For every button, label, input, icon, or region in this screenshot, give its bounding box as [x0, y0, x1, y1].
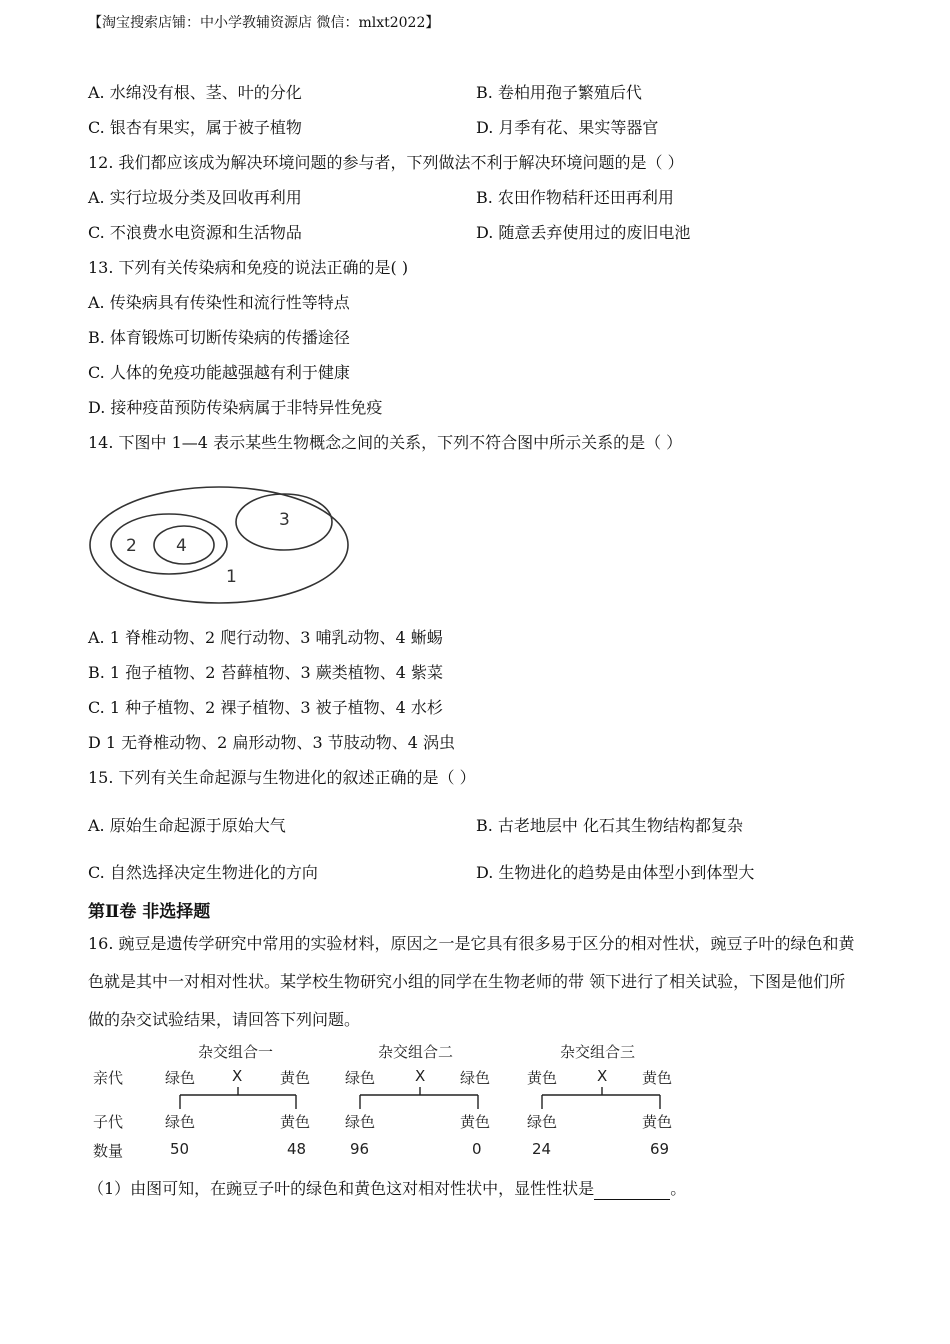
row-label-count: 数量 — [93, 1142, 124, 1160]
q13-option-c: C. 人体的免疫功能越强越有利于健康 — [88, 363, 350, 382]
q15-option-d: D. 生物进化的趋势是由体型小到体型大 — [476, 863, 755, 882]
q13-option-d: D. 接种疫苗预防传染病属于非特异性免疫 — [88, 398, 383, 417]
q16-sub1-end: 。 — [670, 1179, 687, 1198]
parent-right: 黄色 — [280, 1069, 311, 1087]
parent-right: 黄色 — [642, 1069, 673, 1087]
concept-relationship-diagram — [86, 482, 356, 610]
count-left: 96 — [350, 1140, 370, 1158]
parent-left: 黄色 — [527, 1069, 558, 1087]
label-2: 2 — [126, 536, 137, 556]
parent-left: 绿色 — [165, 1069, 196, 1087]
q16-sub1-text: （1）由图可知，在豌豆子叶的绿色和黄色这对相对性状中，显性性状是 — [88, 1179, 595, 1198]
q15-option-a: A. 原始生命起源于原始大气 — [88, 816, 286, 835]
section-title: 第Ⅱ卷 非选择题 — [88, 902, 211, 922]
cross-symbol: X — [232, 1067, 243, 1085]
q16-stem: 16. 豌豆是遗传学研究中常用的实验材料，原因之一是它具有很多易于区分的相对性状，豌豆子叶的绿色和黄色就是其中一对相对性状。某学校生物研究小组的同学在生物老师的带 领下进行了相关试验，下图是他们所做的杂交试验结果，请回答下列问题。 — [88, 934, 855, 1029]
q14-option-d: D 1 无脊椎动物、2 扁形动物、3 节肢动物、4 涡虫 — [88, 733, 455, 752]
q12-option-d: D. 随意丢弃使用过的废旧电池 — [476, 223, 691, 242]
cross-bracket — [170, 1087, 310, 1111]
q14-stem: 14. 下图中 1—4 表示某些生物概念之间的关系，下列不符合图中所示关系的是（ ） — [88, 433, 683, 452]
child-right: 黄色 — [280, 1113, 311, 1131]
q14-option-c: C. 1 种子植物、2 裸子植物、3 被子植物、4 水杉 — [88, 698, 443, 717]
q12-option-a: A. 实行垃圾分类及回收再利用 — [88, 188, 302, 207]
q15-option-b: B. 古老地层中 化石其生物结构都复杂 — [476, 816, 744, 835]
parent-right: 绿色 — [460, 1069, 491, 1087]
q11-option-b: B. 卷柏用孢子繁殖后代 — [476, 83, 642, 102]
group-title: 杂交组合三 — [560, 1043, 636, 1061]
group-title: 杂交组合一 — [198, 1043, 274, 1061]
cross-symbol: X — [415, 1067, 426, 1085]
child-right: 黄色 — [460, 1113, 491, 1131]
cross-bracket — [532, 1087, 672, 1111]
q12-option-c: C. 不浪费水电资源和生活物品 — [88, 223, 302, 242]
answer-blank[interactable] — [594, 1181, 670, 1200]
label-1: 1 — [226, 567, 237, 587]
row-label-child: 子代 — [93, 1113, 124, 1131]
count-left: 24 — [532, 1140, 552, 1158]
count-right: 0 — [472, 1140, 482, 1158]
count-right: 69 — [650, 1140, 670, 1158]
q14-option-a: A. 1 脊椎动物、2 爬行动物、3 哺乳动物、4 蜥蜴 — [88, 628, 443, 647]
cross-bracket — [350, 1087, 490, 1111]
row-label-parent: 亲代 — [93, 1069, 124, 1087]
q12-option-b: B. 农田作物秸秆还田再利用 — [476, 188, 674, 207]
child-left: 绿色 — [345, 1113, 376, 1131]
parent-left: 绿色 — [345, 1069, 376, 1087]
q15-option-c: C. 自然选择决定生物进化的方向 — [88, 863, 318, 882]
child-left: 绿色 — [165, 1113, 196, 1131]
q13-stem: 13. 下列有关传染病和免疫的说法正确的是( ) — [88, 258, 409, 277]
count-right: 48 — [287, 1140, 307, 1158]
group-title: 杂交组合二 — [378, 1043, 454, 1061]
label-3: 3 — [279, 510, 290, 530]
q11-option-c: C. 银杏有果实，属于被子植物 — [88, 118, 302, 137]
q13-option-b: B. 体育锻炼可切断传染病的传播途径 — [88, 328, 350, 347]
q16-sub1 — [88, 1178, 686, 1200]
q12-stem: 12. 我们都应该成为解决环境问题的参与者，下列做法不利于解决环境问题的是（ ） — [88, 153, 684, 172]
q15-stem: 15. 下列有关生命起源与生物进化的叙述正确的是（ ） — [88, 768, 476, 787]
q11-option-a: A. 水绵没有根、茎、叶的分化 — [88, 83, 302, 102]
page-header: 【淘宝搜索店铺：中小学教辅资源店 微信：mlxt2022】 — [88, 15, 440, 31]
count-left: 50 — [170, 1140, 190, 1158]
child-right: 黄色 — [642, 1113, 673, 1131]
label-4: 4 — [176, 536, 187, 556]
q14-option-b: B. 1 孢子植物、2 苔藓植物、3 蕨类植物、4 紫菜 — [88, 663, 443, 682]
child-left: 绿色 — [527, 1113, 558, 1131]
q13-option-a: A. 传染病具有传染性和流行性等特点 — [88, 293, 350, 312]
q11-option-d: D. 月季有花、果实等器官 — [476, 118, 659, 137]
cross-symbol: X — [597, 1067, 608, 1085]
